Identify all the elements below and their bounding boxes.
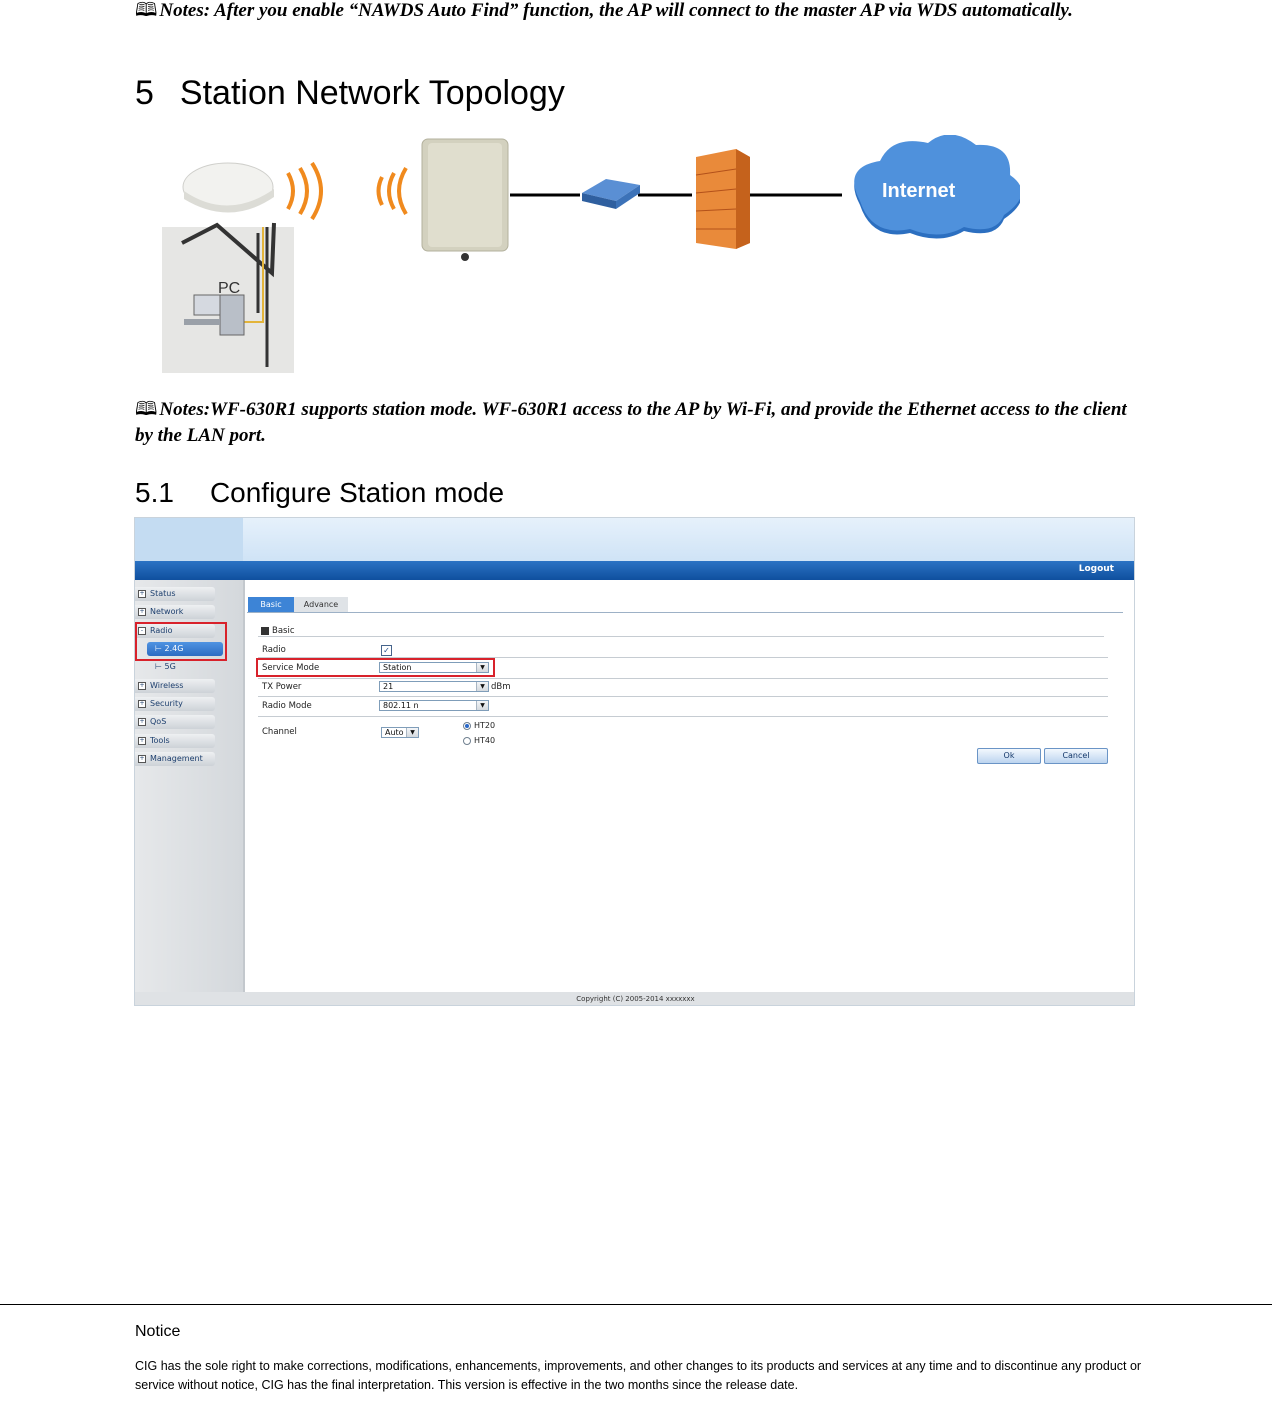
copyright-footer: Copyright (C) 2005-2014 xxxxxxx [135, 992, 1135, 1006]
nav-security[interactable]: + Security [135, 697, 215, 711]
section-square-icon [261, 627, 269, 635]
ht20-label: HT20 [474, 721, 496, 730]
nav-radio[interactable]: - Radio [135, 624, 215, 638]
ok-button[interactable]: Ok [977, 748, 1041, 764]
radio-checkbox[interactable]: ✓ [381, 645, 392, 656]
tab-advance[interactable]: Advance [294, 597, 348, 613]
expand-icon: + [139, 754, 145, 762]
tab-underline [247, 612, 1123, 613]
logo-area [135, 518, 243, 561]
highlight-radio-nav [135, 622, 227, 661]
switch-icon [582, 179, 640, 209]
divider [258, 696, 1108, 697]
book-icon: 🕮 [135, 399, 158, 420]
radio-mode-select[interactable]: 802.11 n ▼ [379, 700, 489, 711]
wifi-signal-icon [288, 163, 406, 219]
pc-label: PC [218, 280, 241, 297]
ht40-label: HT40 [474, 736, 496, 745]
config-screenshot [134, 517, 1135, 1006]
subsection-heading [135, 477, 504, 509]
nav-status[interactable]: + Status [135, 587, 215, 601]
subnav-5g[interactable]: ⊢ 5G [155, 662, 176, 671]
outdoor-cpe-icon [422, 139, 508, 261]
collapse-icon: - [138, 627, 146, 635]
note-station-mode [135, 397, 1135, 449]
subsection-number: 5.1 [135, 477, 174, 508]
house-pc-icon [162, 223, 294, 373]
section-heading [135, 74, 565, 113]
chevron-down-icon: ▼ [406, 728, 418, 737]
basic-section-title: Basic [261, 626, 295, 636]
tab-basic[interactable]: Basic [248, 597, 294, 613]
nav-qos[interactable]: + QoS [135, 715, 215, 729]
book-icon: 🕮 [135, 0, 158, 21]
topology-diagram [160, 135, 1020, 375]
note-text: Notes:WF-630R1 supports station mode. WF-630R1 access to the AP by Wi-Fi, and provide the Ethernet access to the client by the LAN port. [135, 399, 1127, 446]
nav-management[interactable]: + Management [135, 752, 215, 766]
footer-rule [0, 1304, 1272, 1305]
section-title: Station Network Topology [179, 74, 565, 112]
ht20-radio[interactable] [463, 722, 471, 730]
expand-icon: + [139, 717, 145, 725]
ht40-radio[interactable] [463, 737, 471, 745]
expand-icon: + [139, 699, 145, 707]
section-number: 5 [135, 74, 154, 112]
divider [258, 678, 1108, 679]
chevron-down-icon: ▼ [476, 701, 488, 710]
divider [258, 636, 1104, 637]
top-bar [135, 561, 1135, 580]
notice-body: CIG has the sole right to make corrections, modifications, enhancements, improvements, and other changes to its products and services at any time and to discontinue any product or service without notice, CIG has the final interpretation. This version is effective in the two months since the release date. [135, 1359, 1142, 1392]
radio-mode-label: Radio Mode [262, 701, 312, 711]
service-mode-label: Service Mode [262, 663, 320, 673]
tx-power-unit: dBm [491, 682, 511, 692]
notice-title: Notice [135, 1323, 181, 1340]
divider [258, 716, 1108, 717]
expand-icon: + [139, 607, 145, 615]
subsection-title: Configure Station mode [209, 477, 505, 508]
channel-label: Channel [262, 727, 297, 737]
tx-power-select[interactable]: 21 ▼ [379, 681, 489, 692]
highlight-service-mode [256, 658, 495, 677]
note-text: Notes: After you enable “NAWDS Auto Find” function, the AP will connect to the master AP via WDS automatically. [159, 0, 1073, 21]
nav-tools[interactable]: + Tools [135, 734, 215, 748]
internet-label: Internet [882, 180, 956, 202]
cancel-button[interactable]: Cancel [1044, 748, 1108, 764]
indoor-ap-icon [183, 163, 274, 213]
internet-cloud-icon [854, 135, 1020, 239]
expand-icon: + [139, 589, 145, 597]
expand-icon: + [139, 681, 145, 689]
note-autofind [135, 0, 1135, 24]
tx-power-label: TX Power [262, 682, 302, 692]
channel-select[interactable]: Auto ▼ [381, 727, 419, 738]
subnav-2-4g[interactable]: ⊢ 2.4G [147, 642, 223, 656]
chevron-down-icon: ▼ [476, 663, 488, 672]
service-mode-select[interactable]: Station ▼ [379, 662, 489, 673]
radio-label: Radio [262, 645, 286, 655]
logout-link[interactable]: Logout [1078, 564, 1114, 574]
nav-network[interactable]: + Network [135, 605, 215, 619]
chevron-down-icon: ▼ [476, 682, 488, 691]
firewall-icon [696, 149, 750, 249]
header-banner [135, 518, 1135, 561]
expand-icon: + [139, 736, 145, 744]
nav-wireless[interactable]: + Wireless [135, 679, 215, 693]
